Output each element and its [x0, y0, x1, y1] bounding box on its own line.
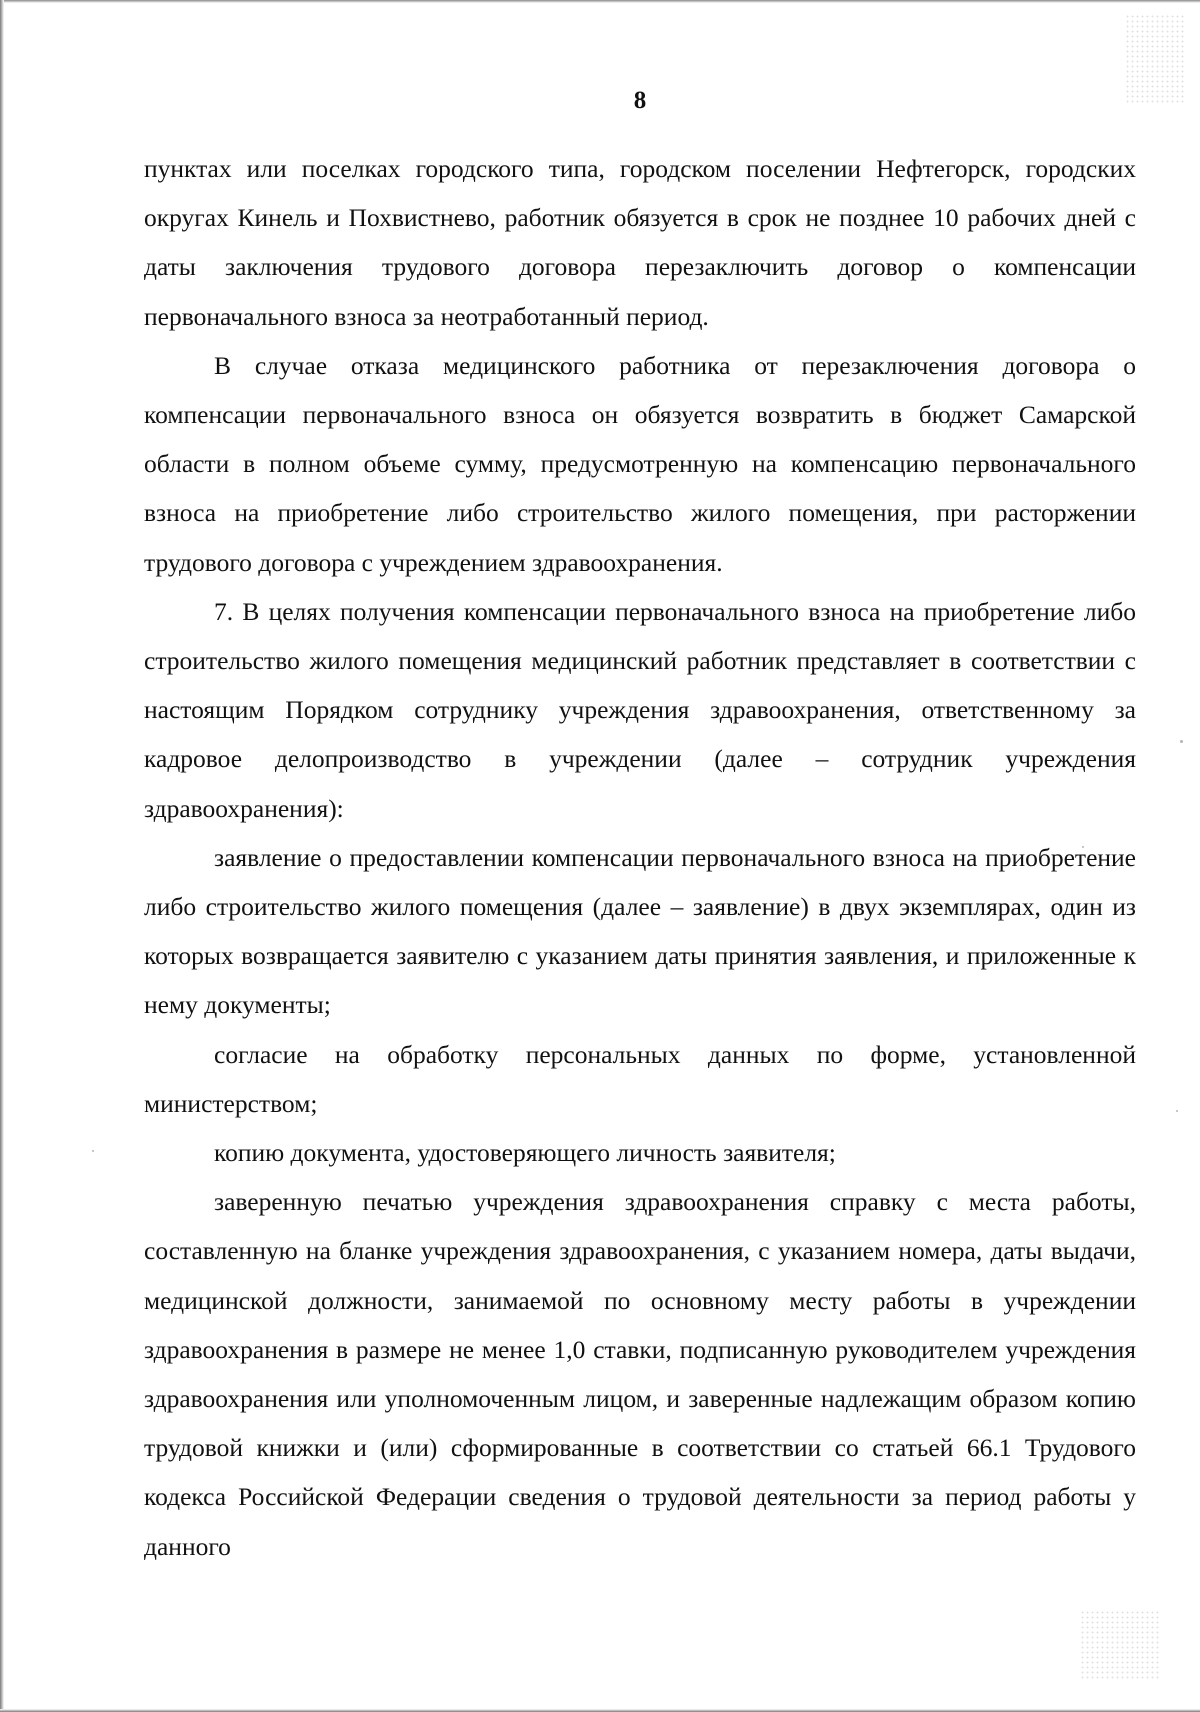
list-item-consent: согласие на обработку персональных данных по форме, установленной министерством;: [144, 1039, 1136, 1118]
list-item-work-certificate: заверенную печатью учреждения здравоохранения справку с места работы, составленную на бланке учреждения здравоохранения, с указанием номера, даты выдачи, медицинской должности, занимаемой по основному месту работы в учреждении здравоохранения в размере не менее 1,0 ставки, подписанную руководителем учреждения здравоохранения или уполномоченным лицом, и заверенные надлежащим образом копию трудовой книжки и (или) сформированные в соответствии со статьей 66.1 Трудового кодекса Российской Федерации сведения о трудовой деятельности за период работы у данного: [144, 1187, 1136, 1561]
list-item-application: заявление о предоставлении компенсации первоначального взноса на приобретение либо строительство жилого помещения (далее – заявление) в двух экземплярах, один из которых возвращается заявителю с указанием даты принятия заявления, и приложенные к нему документы;: [144, 842, 1136, 1020]
paragraph-item-7: 7. В целях получения компенсации первоначального взноса на приобретение либо строительство жилого помещения медицинский работник представляет в соответствии с настоящим Порядком сотруднику учреждения здравоохранения, ответственному за кадровое делопроизводство в учреждении (далее – сотрудник учреждения здравоохранения):: [144, 596, 1136, 823]
scan-edge-top: [0, 0, 1200, 3]
scan-speck: [1180, 740, 1183, 743]
scan-speck: [92, 1150, 94, 1152]
scan-noise-bottom-right: [1080, 1610, 1160, 1680]
document-body: [144, 144, 1136, 1571]
paragraph-refusal: В случае отказа медицинского работника от перезаключения договора о компенсации первоначального взноса он обязуется возвратить в бюджет Самарской области в полном объеме сумму, предусмотренную на компенсацию первоначального взноса на приобретение либо строительство жилого помещения, при расторжении трудового договора с учреждением здравоохранения.: [144, 350, 1136, 577]
scan-speck: [1176, 1110, 1178, 1112]
list-item-identity-copy: копию документа, удостоверяющего личность заявителя;: [214, 1138, 836, 1168]
paragraph-continuation: пунктах или поселках городского типа, городском поселении Нефтегорск, городских округах Кинель и Похвистнево, работник обязуется в срок не позднее 10 рабочих дней с даты заключения трудового договора перезаключить договор о компенсации первоначального взноса за неотработанный период.: [144, 154, 1136, 331]
page-number: 8: [633, 87, 647, 114]
scan-edge-left: [0, 0, 4, 1712]
